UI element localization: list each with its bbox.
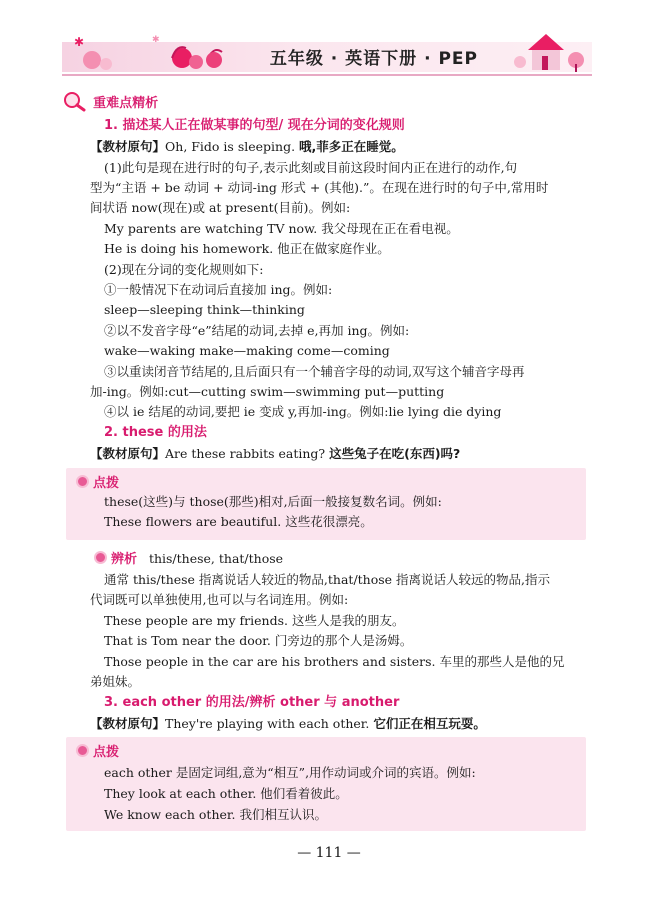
paragraph-line: (2)现在分词的变化规则如下: [104, 262, 264, 277]
topic1-source [90, 139, 404, 155]
example-line: My parents are watching TV now. 我父母现在正在看电视。 [104, 221, 459, 236]
topic3-title: 3. each other 的用法/辨析 other 与 another [104, 695, 400, 710]
analysis-topic: this/these, that/those [148, 551, 284, 566]
source-cn: 这些兔子在吃(东西)吗? [329, 446, 461, 461]
tip-label: 点拨 [93, 476, 120, 491]
source-tag: 【教材原句】 [90, 716, 166, 731]
source-cn: 哦,菲多正在睡觉。 [299, 139, 404, 154]
paragraph-line: 型为“主语 + be 动词 + 动词-ing 形式 + (其他).”。在现在进行时的句子中,常用时 [90, 180, 549, 195]
tip-line: These flowers are beautiful. 这些花很漂亮。 [104, 514, 373, 529]
analysis-header [94, 551, 283, 568]
section-heading [62, 90, 158, 112]
svg-text:✱: ✱ [74, 35, 85, 49]
tip-line: We know each other. 我们相互认识。 [104, 807, 327, 822]
source-cn: 它们正在相互玩耍。 [373, 716, 486, 731]
source-en: They're playing with each other. [165, 716, 370, 731]
bullet-dot-icon [76, 475, 89, 488]
paragraph-line: 通常 this/these 指离说话人较近的物品,that/those 指离说话人较远的物品,指示 [104, 572, 551, 587]
example-line: sleep—sleeping think—thinking [104, 302, 305, 317]
tip-line: They look at each other. 他们看着彼此。 [104, 786, 348, 801]
tip-label: 点拨 [93, 745, 120, 760]
tip-box [66, 468, 586, 540]
tip-line: each other 是固定词组,意为“相互”,用作动词或介词的宾语。例如: [104, 765, 476, 780]
rule-line: ④以 ie 结尾的动词,要把 ie 变成 y,再加-ing。例如:lie lying die dying [104, 404, 502, 419]
example-line: That is Tom near the door. 门旁边的那个人是汤姆。 [104, 633, 413, 648]
rule-line: ②以不发音字母“e”结尾的动词,去掉 e,再加 ing。例如: [104, 323, 410, 338]
source-tag: 【教材原句】 [90, 446, 166, 461]
example-line: wake—waking make—making come—coming [104, 343, 390, 358]
bullet-dot-icon [76, 744, 89, 757]
rule-line: 加-ing。例如:cut—cutting swim—swimming put—putting [90, 384, 445, 399]
example-line: 弟姐妹。 [90, 674, 141, 689]
topic2-title: 2. these 的用法 [104, 425, 207, 440]
section-label: 重难点精析 [93, 96, 159, 111]
flower-decoration-icon [62, 24, 232, 76]
tip-line: these(这些)与 those(那些)相对,后面一般接复数名词。例如: [104, 494, 442, 509]
example-line: These people are my friends. 这些人是我的朋友。 [104, 613, 405, 628]
svg-text:✱: ✱ [152, 35, 160, 45]
house-decoration-icon [508, 24, 594, 74]
tip-header [76, 741, 119, 760]
analysis-label: 辨析 [111, 552, 138, 567]
example-line: He is doing his homework. 他正在做家庭作业。 [104, 241, 390, 256]
page-number: — 111 — [297, 845, 361, 861]
example-line: Those people in the car are his brothers and sisters. 车里的那些人是他的兄 [104, 654, 565, 669]
paragraph-line: 代词既可以单独使用,也可以与名词连用。例如: [90, 592, 349, 607]
bullet-dot-icon [94, 551, 107, 564]
source-en: Are these rabbits eating? [165, 446, 326, 461]
magnifier-icon [62, 90, 88, 112]
tip-header [76, 472, 119, 491]
paragraph-line: 间状语 now(现在)或 at present(目前)。例如: [90, 200, 351, 215]
rule-line: ③以重读闭音节结尾的,且后面只有一个辅音字母的动词,双写这个辅音字母再 [104, 364, 525, 379]
topic2-source [90, 446, 460, 462]
source-en: Oh, Fido is sleeping. [165, 139, 296, 154]
topic1-title: 1. 描述某人正在做某事的句型/ 现在分词的变化规则 [104, 118, 405, 133]
header-title: 五年级 · 英语下册 · PEP [269, 49, 478, 69]
tip-box [66, 737, 586, 831]
paragraph-line: (1)此句是现在进行时的句子,表示此刻或目前这段时间内正在进行的动作,句 [104, 160, 518, 175]
source-tag: 【教材原句】 [90, 139, 166, 154]
rule-line: ①一般情况下在动词后直接加 ing。例如: [104, 282, 333, 297]
topic3-source [90, 716, 486, 732]
